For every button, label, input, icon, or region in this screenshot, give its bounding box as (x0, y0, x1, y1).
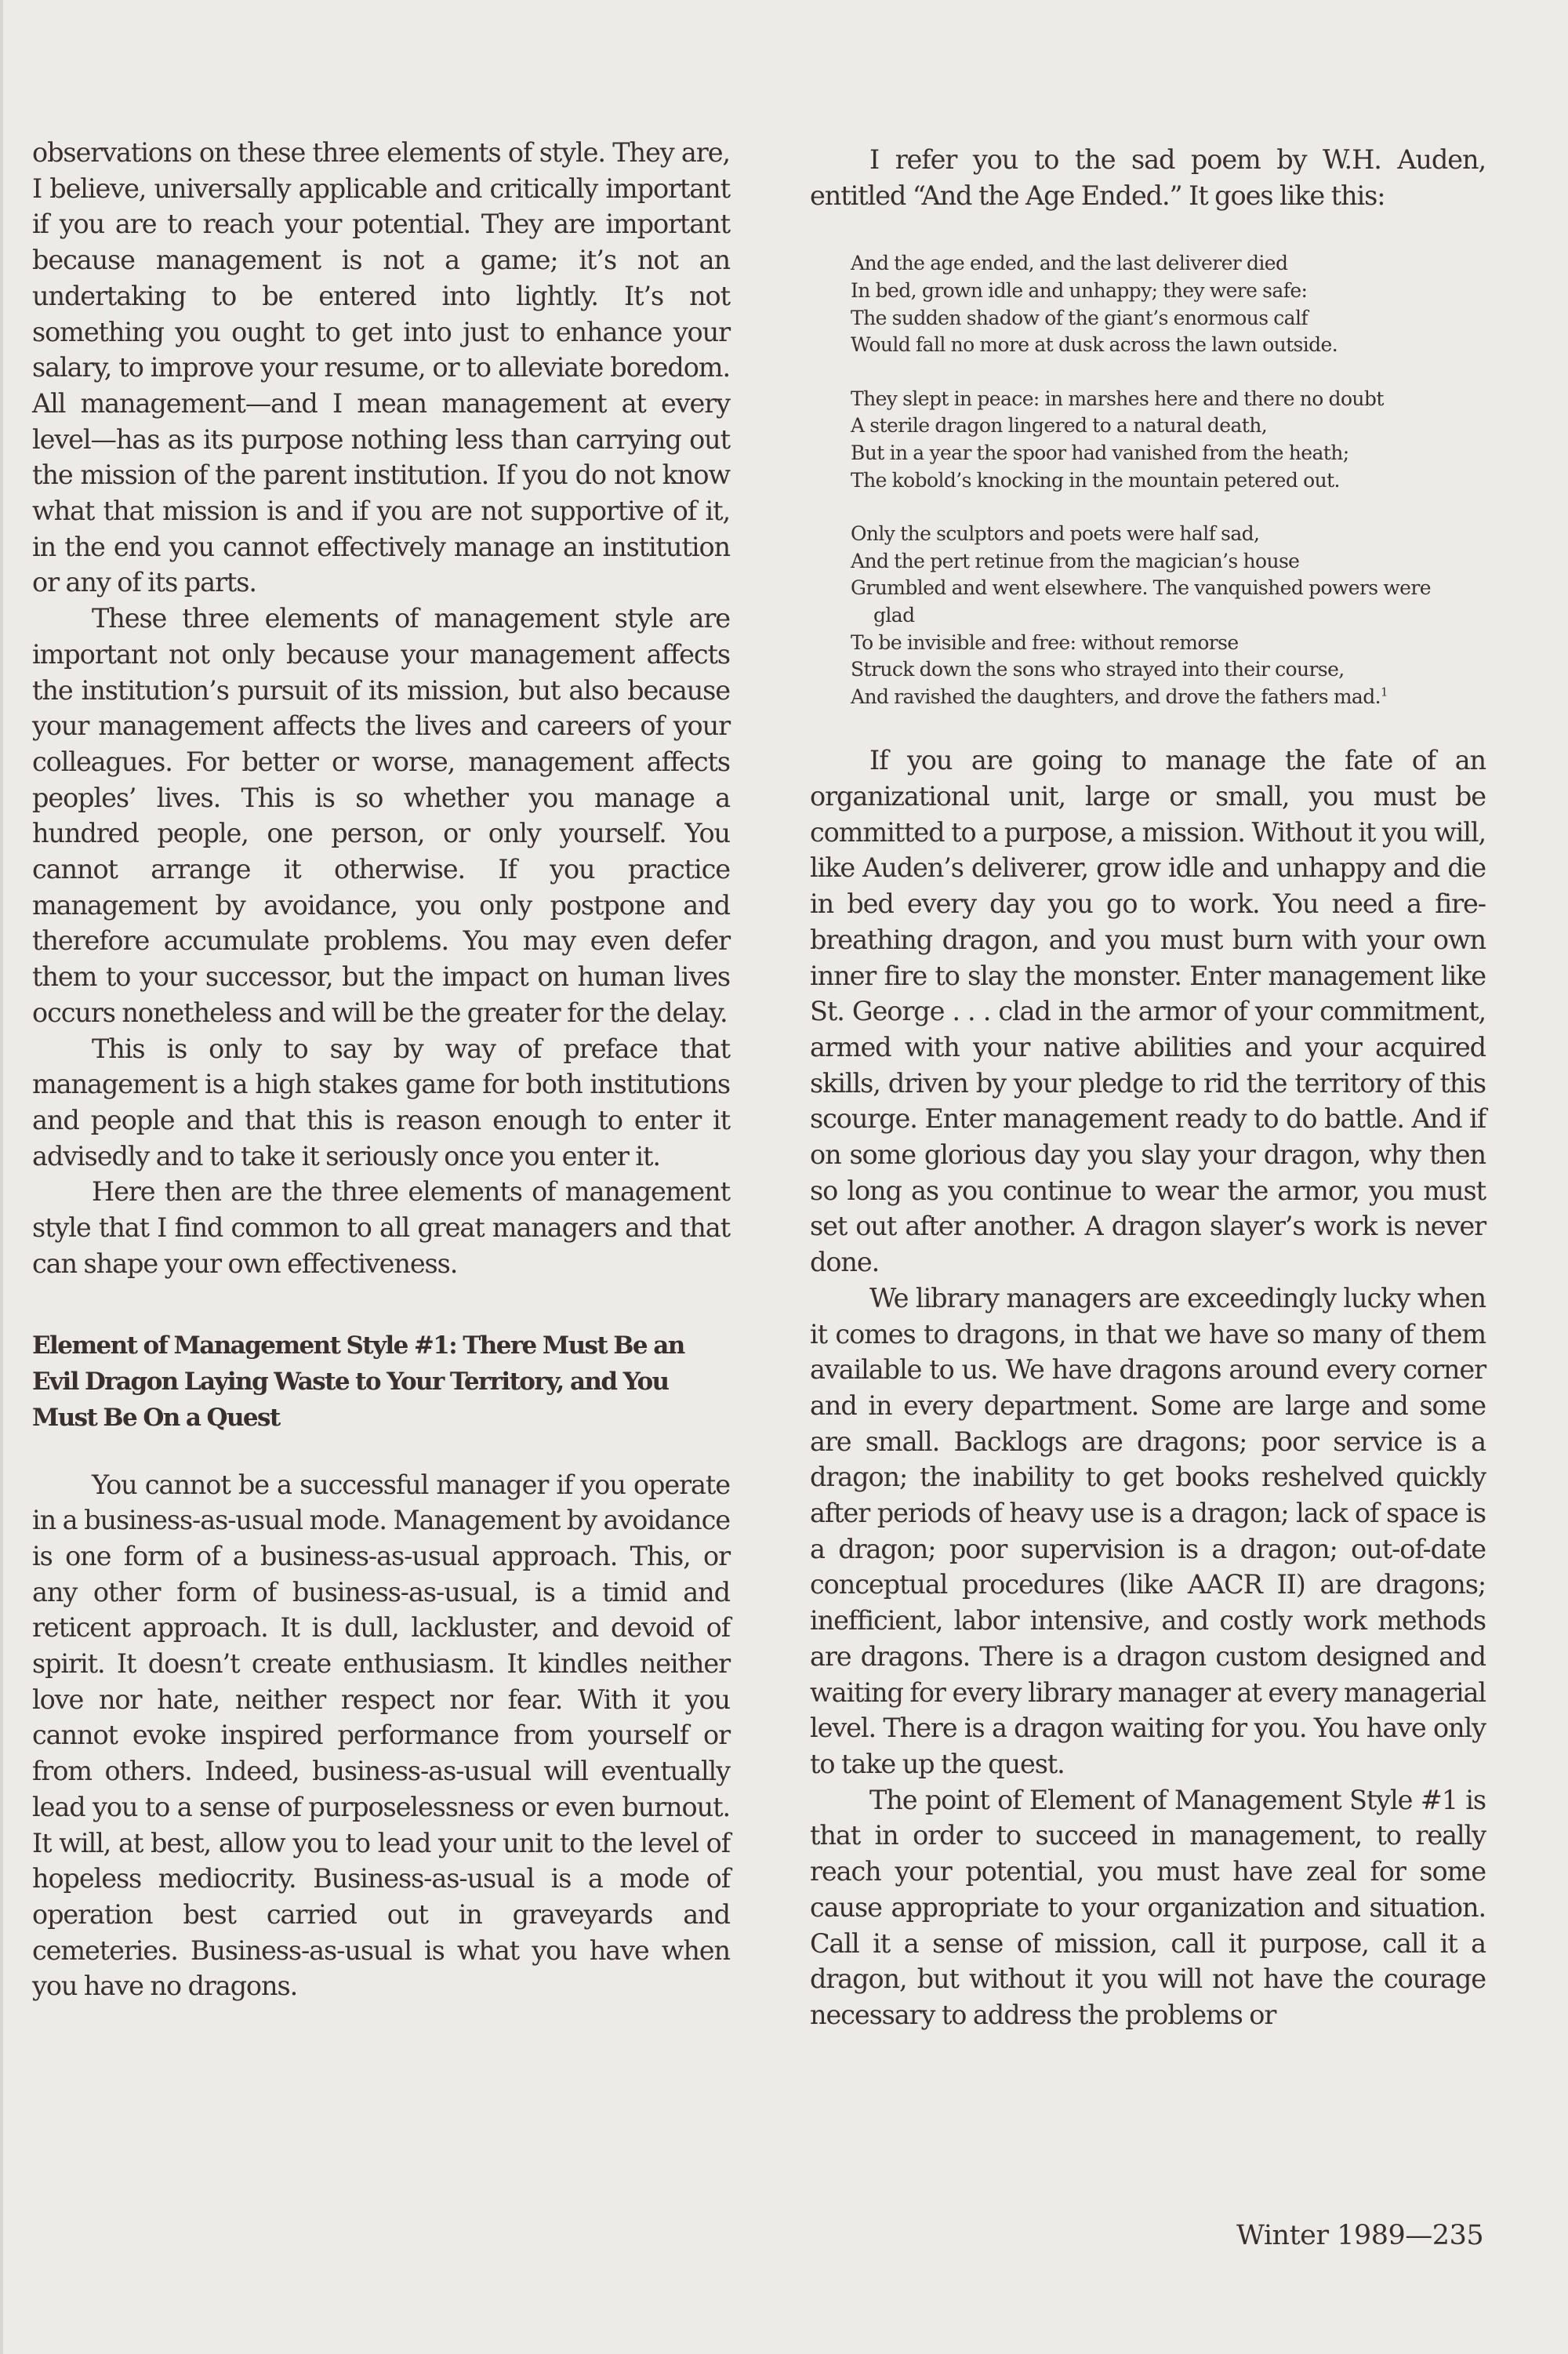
poem-line: They slept in peace: in marshes here and there no doubt (851, 387, 1384, 410)
poem-line-continuation: glad (873, 603, 915, 627)
body-paragraph: You cannot be a successful manager if you operate in a business-as-usual mode. Management by avoidance is one form of a business-as-usual approach. This, or any other form of business-as-usual, is a timid and reticent approach. It is dull, lackluster, and devoid of spirit. It doesn’t create enthusiasm. It kindles neither love nor hate, neither respect nor fear. With it you cannot evoke inspired performance from yourself or from others. Indeed, business-as-usual will eventually lead you to a sense of purposelessness or even burnout. It will, at best, allow you to lead your unit to the level of hopeless mediocrity. Business-as-usual is a mode of operation best carried out in graveyards and cemeteries. Business-as-usual is what you have when you have no dragons. (32, 1469, 730, 2002)
poem-line: Would fall no more at dusk across the lawn outside. (851, 333, 1338, 357)
poem-line-text: And ravished the daughters, and drove the fathers mad. (851, 685, 1381, 708)
poem-line: A sterile dragon lingered to a natural death, (851, 414, 1268, 438)
poem-block (851, 250, 1486, 710)
poem-stanza (851, 521, 1486, 710)
section-heading: Element of Management Style #1: There Must Be an Evil Dragon Laying Waste to Your Territory, and You Must Be On a Quest (32, 1331, 684, 1432)
poem-intro-paragraph: I refer you to the sad poem by W.H. Auden, entitled “And the Age Ended.” It goes like this: (810, 144, 1486, 211)
poem-line-last (851, 684, 1486, 711)
poem-line: The sudden shadow of the giant’s enormous calf (851, 306, 1308, 329)
body-paragraph: If you are going to manage the fate of an organizational unit, large or small, you must be committed to a purpose, a mission. Without it you will, like Auden’s deliverer, grow idle and unhappy and die in bed every day you go to work. You need a fire-breathing dragon, and you must burn with your own inner fire to slay the monster. Enter management like St. George . . . clad in the armor of your commitment, armed with your native abilities and your acquired skills, driven by your pledge to rid the territory of this scourge. Enter management ready to do battle. And if on some glorious day you slay your dragon, why then so long as you continue to wear the armor, you must set out after another. A dragon slayer’s work is never done. (810, 745, 1486, 1278)
poem-stanza (851, 250, 1486, 358)
running-footer: Winter 1989—235 (1236, 2220, 1484, 2251)
body-paragraph: observations on these three elements of style. They are, I believe, universally applicable and critically important if you are to reach your potential. They are important because management is not a game; it’s not an undertaking to be entered into lightly. It’s not something you ought to get into just to enhance your salary, to improve your resume, or to alleviate boredom. All management—and I mean management at every level—has as its purpose nothing less than carrying out the mission of the parent institution. If you do not know what that mission is and if you are not supportive of it, in the end you cannot effectively manage an institution or any of its parts. (32, 137, 730, 598)
poem-line: And the pert retinue from the magician’s house (851, 549, 1300, 572)
footnote-reference[interactable]: 1 (1380, 685, 1388, 699)
page-edge (0, 0, 3, 2354)
poem-line: Struck down the sons who strayed into their course, (851, 658, 1345, 681)
body-paragraph: This is only to say by way of preface that management is a high stakes game for both institutions and people and that this is reason enough to enter it advisedly and to take it seriously once you enter it. (32, 1033, 730, 1172)
poem-line: And the age ended, and the last deliverer died (851, 252, 1288, 275)
body-paragraph: We library managers are exceedingly lucky when it comes to dragons, in that we have so many of them available to us. We have dragons around every corner and in every department. Some are large and some are small. Backlogs are dragons; poor service is a dragon; the inability to get books reshelved quickly after periods of heavy use is a dragon; lack of space is a dragon; poor supervision is a dragon; out-of-date conceptual procedures (like AACR II) are dragons; inefficient, labor intensive, and costly work methods are dragons. There is a dragon custom designed and waiting for every library manager at every managerial level. There is a dragon waiting for you. You have only to take up the quest. (810, 1282, 1486, 1779)
left-column (32, 135, 730, 2004)
poem-line: To be invisible and free: without remorse (851, 630, 1239, 654)
poem-line: Grumbled and went elsewhere. The vanquished powers were (851, 576, 1431, 600)
poem-line: Only the sculptors and poets were half sad, (851, 522, 1260, 546)
poem-line: But in a year the spoor had vanished from the heath; (851, 441, 1349, 464)
poem-stanza (851, 386, 1486, 494)
right-column (810, 142, 1486, 2033)
body-paragraph: These three elements of management style are important not only because your management affects the institution’s pursuit of its mission, but also because your management affects the lives and careers of your colleagues. For better or worse, management affects peoples’ lives. This is so whether you manage a hundred people, one person, or only yourself. You cannot arrange it otherwise. If you practice management by avoidance, you only postpone and therefore accumulate problems. You may even defer them to your successor, but the impact on human lives occurs nonetheless and will be the greater for the delay. (32, 603, 730, 1028)
body-paragraph: The point of Element of Management Style #1 is that in order to succeed in management, to really reach your potential, you must have zeal for some cause appropriate to your organization and situation. Call it a sense of mission, call it purpose, call it a dragon, but without it you will not have the courage necessary to address the problems or (810, 1784, 1486, 2030)
poem-line: In bed, grown idle and unhappy; they were safe: (851, 279, 1308, 302)
poem-line: The kobold’s knocking in the mountain petered out. (851, 468, 1340, 492)
body-paragraph: Here then are the three elements of management style that I find common to all great managers and that can shape your own effectiveness. (32, 1176, 730, 1279)
